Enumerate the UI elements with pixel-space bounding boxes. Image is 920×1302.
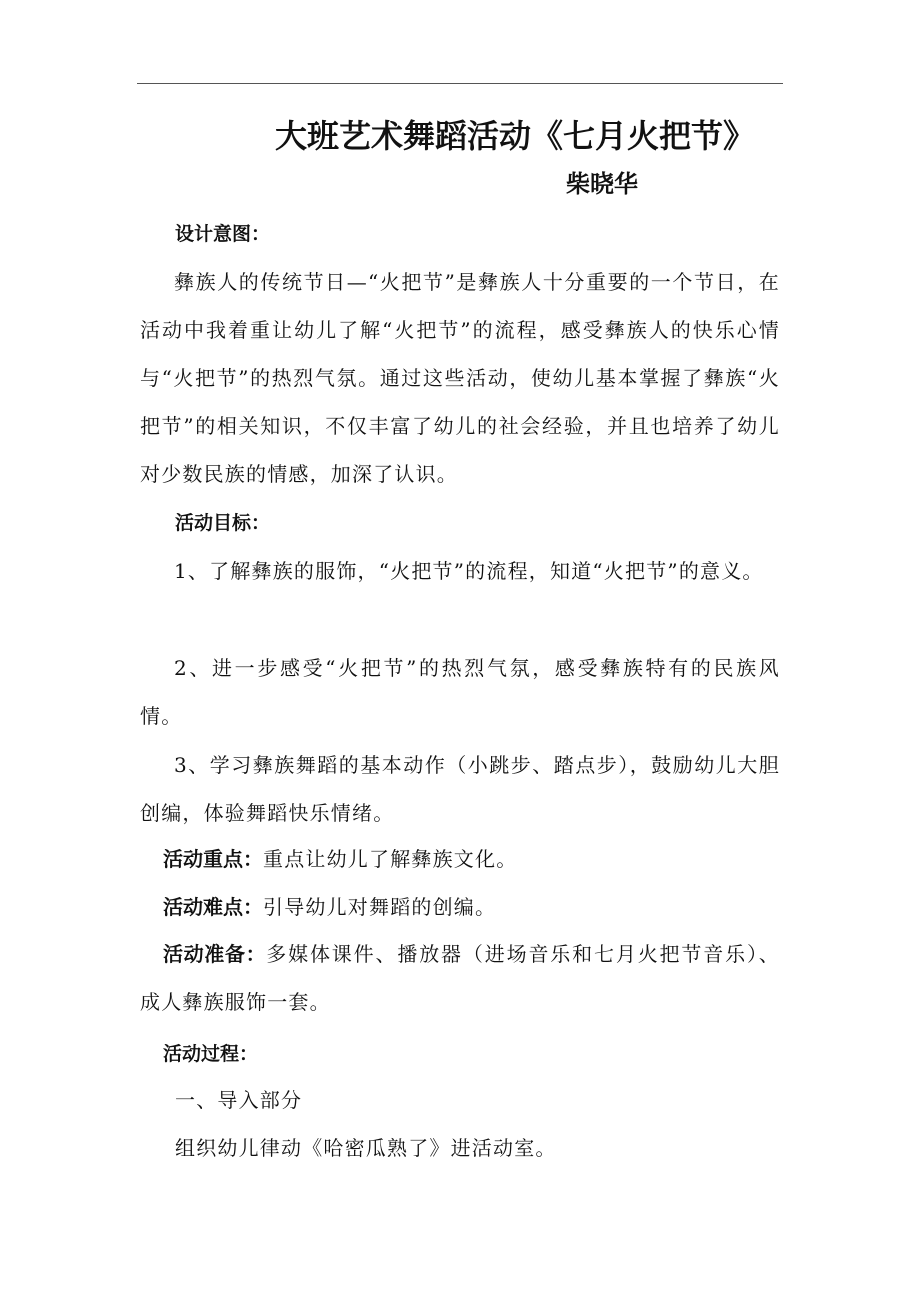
difficulty-label: 活动难点： bbox=[163, 895, 263, 919]
difficulty-text: 引导幼儿对舞蹈的创编。 bbox=[263, 895, 497, 919]
header-rule bbox=[137, 83, 783, 84]
document-author: 柴晓华 bbox=[566, 170, 638, 198]
process-section-1-heading: 一、导入部分 bbox=[175, 1088, 303, 1112]
process-heading: 活动过程： bbox=[163, 1043, 259, 1065]
key-point-text: 重点让幼儿了解彝族文化。 bbox=[263, 847, 518, 871]
goal-item-3: 3、学习彝族舞蹈的基本动作（小跳步、踏点步），鼓励幼儿大胆创编，体验舞蹈快乐情绪。 bbox=[140, 753, 780, 825]
goals-heading: 活动目标： bbox=[175, 512, 271, 534]
design-intent-heading: 设计意图： bbox=[175, 223, 271, 245]
document-title: 大班艺术舞蹈活动《七月火把节》 bbox=[275, 117, 756, 155]
difficulty-line bbox=[163, 892, 496, 922]
key-point-label: 活动重点： bbox=[163, 847, 263, 871]
preparation-text: 多媒体课件、播放器（进场音乐和七月火把节音乐）、成人彝族服饰一套。 bbox=[140, 942, 780, 1014]
goal-item-1: 1、了解彝族的服饰，“火把节”的流程，知道“火把节”的意义。 bbox=[174, 559, 764, 583]
goal-item-2: 2、进一步感受“火把节”的热烈气氛，感受彝族特有的民族风情。 bbox=[140, 656, 780, 728]
process-section-1-text: 组织幼儿律动《哈密瓜熟了》进活动室。 bbox=[175, 1136, 557, 1160]
design-intent-paragraph: 彝族人的传统节日—“火把节”是彝族人十分重要的一个节日，在活动中我着重让幼儿了解“火把节”的流程，感受彝族人的快乐心情与“火把节”的热烈气氛。通过这些活动，使幼儿基本掌握了彝族“火把节”的相关知识，不仅丰富了幼儿的社会经验，并且也培养了幼儿对少数民族的情感，加深了认识。 bbox=[140, 270, 780, 486]
preparation-label: 活动准备： bbox=[163, 942, 267, 966]
key-point-line bbox=[163, 844, 517, 874]
preparation-paragraph bbox=[140, 930, 780, 1026]
